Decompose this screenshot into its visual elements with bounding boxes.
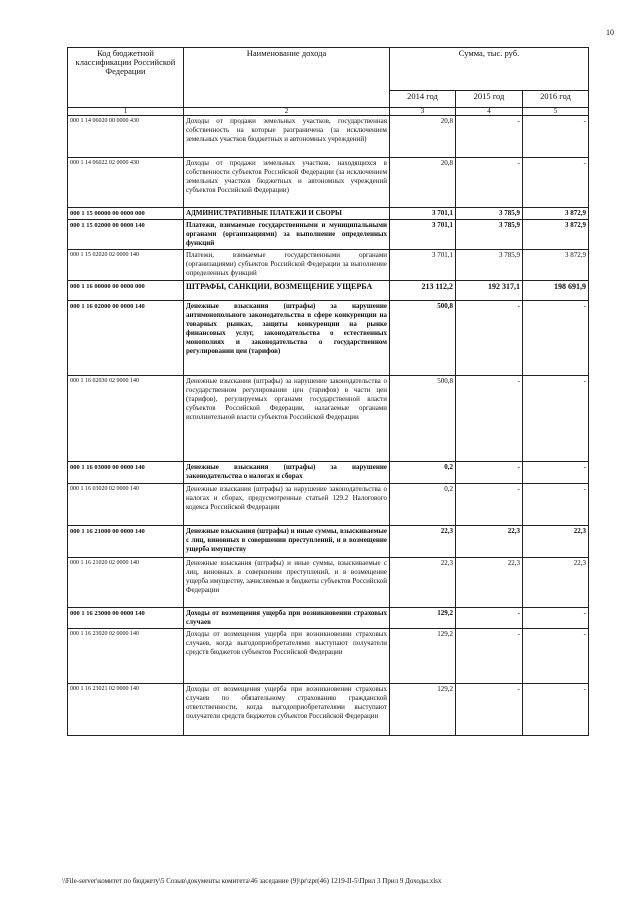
page-number: 10: [606, 28, 614, 37]
amount-2014-cell: 500,8: [390, 376, 456, 462]
budget-code-cell: 000 1 16 03020 02 0000 140: [68, 484, 184, 526]
budget-code-cell: 000 1 16 23020 02 0000 140: [68, 629, 184, 684]
revenue-name-cell: АДМИНИСТРАТИВНЫЕ ПЛАТЕЖИ И СБОРЫ: [184, 208, 390, 220]
amount-2016-cell: 3 872,9: [523, 208, 589, 220]
revenue-name-cell: Денежные взыскания (штрафы) и иные суммы, взыскиваемые с лиц, виновных в совершении преступлений, и в возмещение ущерба имуществу, зачисляемые в бюджеты субъектов Российской Федерации: [184, 558, 390, 608]
budget-code-cell: 000 1 16 23021 02 0000 140: [68, 684, 184, 736]
amount-2016-cell: -: [523, 608, 589, 629]
amount-2015-cell: -: [456, 158, 523, 208]
amount-2014-cell: 0,2: [390, 462, 456, 484]
budget-code-cell: 000 1 14 06020 00 0000 430: [68, 116, 184, 158]
amount-2014-cell: 22,3: [390, 526, 456, 558]
revenue-name-cell: Денежные взыскания (штрафы) за нарушение антимонопольного законодательства в сфере конкуренции на товарных рынках, защиты конкуренции на рынке финансовых услуг, законодательства о естественных монополиях и законодательства о государственном регулировании цен (тарифов): [184, 301, 390, 376]
amount-2016-cell: 22,3: [523, 558, 589, 608]
amount-2016-cell: 198 691,9: [523, 281, 589, 301]
amount-2015-cell: -: [456, 462, 523, 484]
revenue-name-cell: Денежные взыскания (штрафы) за нарушение законодательства о налогах и сборах: [184, 462, 390, 484]
amount-2015-cell: -: [456, 629, 523, 684]
header-budget-code: Код бюджетной классификации Российской Федерации: [68, 48, 184, 108]
budget-code-cell: 000 1 16 00000 00 0000 000: [68, 281, 184, 301]
revenue-name-cell: Доходы от возмещения ущерба при возникновении страховых случаев по обязательному страхованию гражданской ответственности, когда выгодоприобретателями выступают получатели средств бюджетов субъектов Российской Федерации: [184, 684, 390, 736]
table-row: [68, 116, 589, 158]
budget-code-cell: 000 1 15 02020 02 0000 140: [68, 250, 184, 281]
amount-2014-cell: 3 701,1: [390, 208, 456, 220]
revenue-name-cell: Платежи, взимаемые государственными и муниципальными органами (организациями) за выполнение определенных функций: [184, 220, 390, 250]
revenue-name-cell: Доходы от возмещения ущерба при возникновении страховых случаев, когда выгодоприобретателями выступают получатели средств бюджетов субъектов Российской Федерации: [184, 629, 390, 684]
amount-2015-cell: 22,3: [456, 558, 523, 608]
table-row: [68, 608, 589, 629]
table-row: [68, 462, 589, 484]
revenue-name-cell: Доходы от продажи земельных участков, государственная собственность на которые разграничена (за исключением земельных участков бюджетных и автономных учреждений): [184, 116, 390, 158]
budget-code-cell: 000 1 16 23000 00 0000 140: [68, 608, 184, 629]
table-row: [68, 526, 589, 558]
revenue-name-cell: Денежные взыскания (штрафы) за нарушение законодательства о государственном регулировании цен (тарифов) в части цен (тарифов), регулируемых органами государственной власти субъектов Российской Федерации, налагаемые органами исполнительной власти субъектов Российской Федерации: [184, 376, 390, 462]
amount-2014-cell: 3 701,1: [390, 220, 456, 250]
amount-2016-cell: -: [523, 684, 589, 736]
amount-2014-cell: 129,2: [390, 608, 456, 629]
table-row: [68, 158, 589, 208]
amount-2016-cell: -: [523, 158, 589, 208]
table-row: [68, 558, 589, 608]
amount-2014-cell: 500,8: [390, 301, 456, 376]
table-row: [68, 208, 589, 220]
revenue-rows: [68, 116, 589, 736]
revenue-name-cell: Доходы от возмещения ущерба при возникновении страховых случаев: [184, 608, 390, 629]
amount-2015-cell: -: [456, 376, 523, 462]
amount-2015-cell: 192 317,1: [456, 281, 523, 301]
table-row: [68, 281, 589, 301]
header-year-2015: 2015 год: [456, 91, 523, 108]
amount-2016-cell: 3 872,9: [523, 220, 589, 250]
amount-2015-cell: 3 785,9: [456, 220, 523, 250]
amount-2016-cell: -: [523, 462, 589, 484]
amount-2016-cell: 22,3: [523, 526, 589, 558]
table-row: [68, 684, 589, 736]
budget-code-cell: 000 1 16 02000 00 0000 140: [68, 301, 184, 376]
amount-2016-cell: -: [523, 484, 589, 526]
amount-2015-cell: 3 785,9: [456, 208, 523, 220]
revenue-table: [67, 47, 589, 736]
column-number: 4: [456, 108, 523, 116]
column-number: 2: [184, 108, 390, 116]
budget-code-cell: 000 1 15 00000 00 0000 000: [68, 208, 184, 220]
amount-2014-cell: 129,2: [390, 684, 456, 736]
column-number-row: [68, 108, 589, 116]
amount-2014-cell: 3 701,1: [390, 250, 456, 281]
amount-2014-cell: 20,8: [390, 158, 456, 208]
revenue-name-cell: Доходы от продажи земельных участков, находящихся в собственности субъектов Российской Федерации (за исключением земельных участков бюджетных и автономных учреждений субъектов Российской Федерации): [184, 158, 390, 208]
amount-2015-cell: -: [456, 484, 523, 526]
budget-code-cell: 000 1 16 21000 00 0000 140: [68, 526, 184, 558]
amount-2016-cell: 3 872,9: [523, 250, 589, 281]
revenue-name-cell: Денежные взыскания (штрафы) и иные суммы, взыскиваемые с лиц, виновных в совершении преступлений, и в возмещение ущерба имуществу: [184, 526, 390, 558]
amount-2015-cell: -: [456, 684, 523, 736]
table-row: [68, 629, 589, 684]
budget-code-cell: 000 1 16 02030 02 0000 140: [68, 376, 184, 462]
amount-2014-cell: 0,2: [390, 484, 456, 526]
table-row: [68, 301, 589, 376]
column-number: 3: [390, 108, 456, 116]
budget-code-cell: 000 1 16 03000 00 0000 140: [68, 462, 184, 484]
budget-code-cell: 000 1 14 06022 02 0000 430: [68, 158, 184, 208]
budget-code-cell: 000 1 15 02000 00 0000 140: [68, 220, 184, 250]
column-number: 1: [68, 108, 184, 116]
amount-2015-cell: 3 785,9: [456, 250, 523, 281]
amount-2016-cell: -: [523, 116, 589, 158]
amount-2014-cell: 22,3: [390, 558, 456, 608]
table-row: [68, 376, 589, 462]
header-year-2014: 2014 год: [390, 91, 456, 108]
header-year-2016: 2016 год: [523, 91, 589, 108]
amount-2016-cell: -: [523, 301, 589, 376]
column-number: 5: [523, 108, 589, 116]
header-amount: Сумма, тыс. руб.: [390, 48, 589, 91]
file-path-footer: \\File-server\комитет по бюджету\5 Созыв\документы комитета\46 заседание (9)\pr\zpr(46) 1219-II-5\Прил 3 Прил 9 Доходы.xlsx: [62, 877, 442, 885]
table-row: [68, 484, 589, 526]
amount-2015-cell: -: [456, 116, 523, 158]
amount-2014-cell: 129,2: [390, 629, 456, 684]
amount-2015-cell: -: [456, 301, 523, 376]
amount-2016-cell: -: [523, 376, 589, 462]
amount-2014-cell: 20,8: [390, 116, 456, 158]
amount-2015-cell: 22,3: [456, 526, 523, 558]
budget-code-cell: 000 1 16 21020 02 0000 140: [68, 558, 184, 608]
header-revenue-name: Наименование дохода: [184, 48, 390, 108]
amount-2015-cell: -: [456, 608, 523, 629]
revenue-name-cell: Денежные взыскания (штрафы) за нарушение законодательства о налогах и сборах, предусмотренные статьей 129.2 Налогового кодекса Российской Федерации: [184, 484, 390, 526]
revenue-name-cell: ШТРАФЫ, САНКЦИИ, ВОЗМЕЩЕНИЕ УЩЕРБА: [184, 281, 390, 301]
revenue-name-cell: Платежи, взимаемые государственными органами (организациями) субъектов Российской Федерации за выполнение определенных функций: [184, 250, 390, 281]
table-row: [68, 250, 589, 281]
amount-2014-cell: 213 112,2: [390, 281, 456, 301]
table-row: [68, 220, 589, 250]
amount-2016-cell: -: [523, 629, 589, 684]
